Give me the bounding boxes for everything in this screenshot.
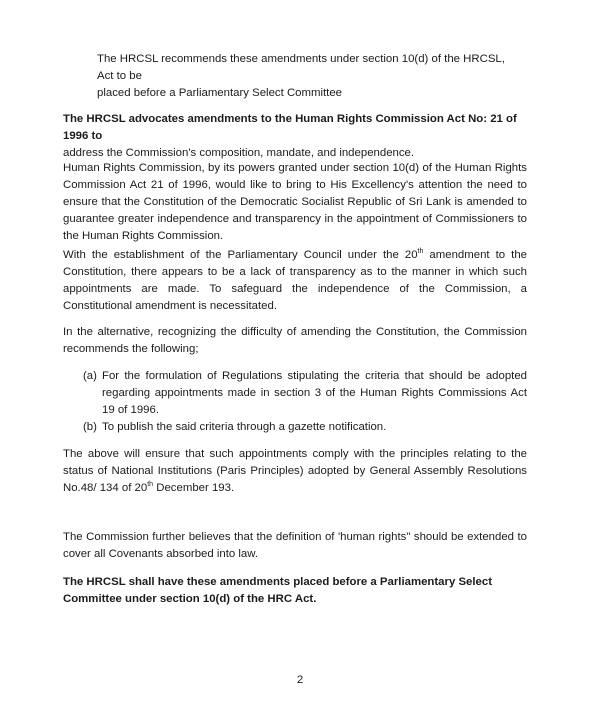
council-text-before: With the establishment of the Parliamentary Council under the 20 xyxy=(63,249,418,261)
recommendation-item xyxy=(83,419,527,436)
intro-line-2: placed before a Parliamentary Select Committee xyxy=(97,87,343,99)
advocates-heading-rest: address the Commission's composition, mandate, and independence. xyxy=(63,147,415,159)
paris-principles-paragraph xyxy=(63,446,527,497)
intro-line-1: The HRCSL recommends these amendments under section 10(d) of the HRCSL, Act to be xyxy=(97,53,505,82)
paris-text-before: The above will ensure that such appointments comply with the principles relating to the status of National Institutions (Paris Principles) adopted by General Assembly Resolutions No.48/ 134 of 20 xyxy=(63,448,527,494)
recommendations-list xyxy=(83,368,527,436)
closing-statement: The HRCSL shall have these amendments placed before a Parliamentary Select Committee under section 10(d) of the HRC Act. xyxy=(63,576,493,605)
recommendation-item xyxy=(83,368,527,419)
page-number: 2 xyxy=(296,674,304,686)
paris-text-after: December 193. xyxy=(153,482,235,494)
human-rights-definition-paragraph: The Commission further believes that the definition of 'human rights" should be extended to cover all Covenants absorbed into law. xyxy=(63,531,527,560)
advocates-heading-bold: The HRCSL advocates amendments to the Human Rights Commission Act No: 21 of 1996 to xyxy=(63,113,517,142)
council-superscript: th xyxy=(417,248,424,256)
recommendation-text: To publish the said criteria through a gazette notification. xyxy=(102,421,387,433)
council-text-after: amendment to the Constitution, there appears to be a lack of transparency as to the manner in which such appointments are made. To safeguard the independence of the Commission, a Constitutional amendment is necessitated. xyxy=(63,249,527,312)
intro-paragraph xyxy=(97,51,522,102)
recommendation-marker: (b) xyxy=(83,421,97,433)
council-paragraph xyxy=(63,247,527,315)
advocates-heading xyxy=(63,111,527,162)
alternative-paragraph: In the alternative, recognizing the difficulty of amending the Constitution, the Commission recommends the following; xyxy=(63,326,527,355)
paris-superscript: th xyxy=(147,481,154,489)
recommendation-marker: (a) xyxy=(83,370,97,382)
commission-paragraph: Human Rights Commission, by its powers granted under section 10(d) of the Human Rights Commission Act 21 of 1996, would like to bring to His Excellency's attention the need to ensure that the Constitution of the Democratic Socialist Republic of Sri Lank is amended to guarantee greater independence and transparency in the appointment of Commissioners to the Human Rights Commission. xyxy=(63,162,527,242)
recommendation-text: For the formulation of Regulations stipulating the criteria that should be adopted regarding appointments made in section 3 of the Human Rights Commissions Act 19 of 1996. xyxy=(102,370,527,416)
